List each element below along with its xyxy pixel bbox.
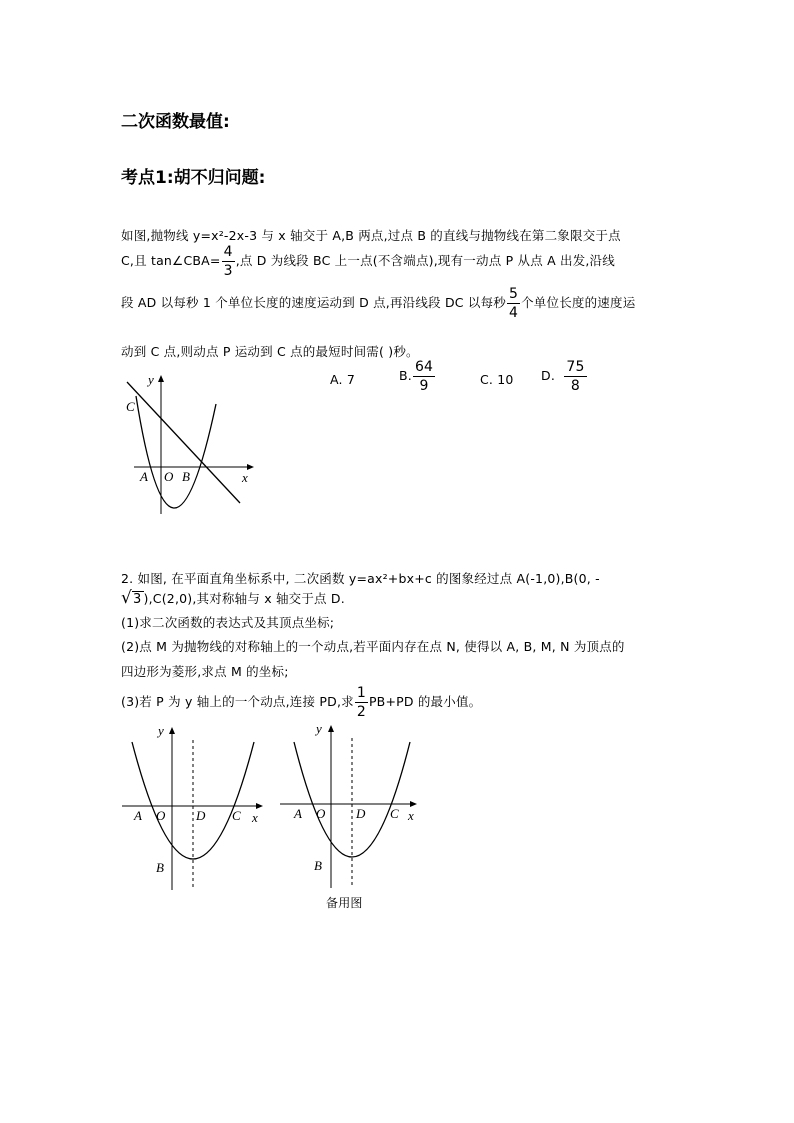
q1-fraction-tan-denominator: 3 <box>223 263 233 279</box>
q1-label-a: A <box>140 469 148 484</box>
q2-fig1-label-o: O <box>156 808 166 823</box>
q1-parabola <box>136 396 216 508</box>
q2-fig2-x-arrow-icon <box>410 801 417 807</box>
q2-figure-main <box>118 720 268 892</box>
q2-fraction-half-numerator: 1 <box>356 685 366 701</box>
q2-fraction-half-denominator: 2 <box>356 704 366 720</box>
q2-fig1-label-d: D <box>196 808 206 823</box>
q1-choice-a: A. 7 <box>330 372 356 387</box>
q1-label-y: y <box>148 372 154 387</box>
q1-choice-b-fraction <box>413 360 435 393</box>
q2-sqrt <box>121 588 144 608</box>
q2-part3 <box>121 686 481 719</box>
q1-y-arrow-icon <box>158 375 164 382</box>
q1-line3-text-b: 个单位长度的速度运 <box>521 295 636 310</box>
q2-fig1-label-y: y <box>158 723 164 738</box>
q1-fraction-tan <box>222 245 235 278</box>
q1-fraction-speed-numerator: 5 <box>508 286 519 302</box>
q2-part2-line1: (2)点 M 为抛物线的对称轴上的一个动点,若平面内存在点 N, 使得以 A, B, M, N 为顶点的 <box>121 639 625 654</box>
q2-fig2-label-y: y <box>316 721 322 736</box>
q1-line2-text-a: C,且 tan∠CBA= <box>121 253 221 268</box>
q1-fraction-speed <box>507 287 520 320</box>
q1-choice-d <box>541 360 588 393</box>
q1-choice-d-numerator: 75 <box>566 359 585 375</box>
q2-fig2-label-o: O <box>316 806 326 821</box>
q2-line2 <box>121 588 345 608</box>
q1-line1: 如图,抛物线 y=x²-2x-3 与 x 轴交于 A,B 两点,过点 B 的直线与抛物线在第二象限交于点 <box>121 228 621 243</box>
q1-choice-c: C. 10 <box>480 372 514 387</box>
q1-line3 <box>121 287 635 320</box>
page-title: 二次函数最值: <box>121 112 230 132</box>
q1-line4: 动到 C 点,则动点 P 运动到 C 点的最短时间需( )秒。 <box>121 344 419 359</box>
q2-fig1-label-a: A <box>134 808 142 823</box>
q2-part3-text-b: PB+PD 的最小值。 <box>368 694 482 709</box>
q1-label-o: O <box>164 469 174 484</box>
q2-fig1-label-x: x <box>252 810 258 825</box>
q1-choice-b-label: B. <box>399 368 412 383</box>
q1-choice-d-denominator: 8 <box>570 378 581 394</box>
q2-fig1-x-arrow-icon <box>256 803 263 809</box>
q1-figure <box>118 366 258 516</box>
q2-fig1-label-c: C <box>232 808 241 823</box>
q2-sqrt-radicand: 3 <box>133 592 142 607</box>
q2-fig2-y-arrow-icon <box>328 725 334 732</box>
sqrt-icon: √ <box>121 588 133 608</box>
q1-choice-d-label: D. <box>541 368 555 383</box>
q1-x-arrow-icon <box>247 464 254 470</box>
q1-choice-b-numerator: 64 <box>414 359 434 375</box>
q2-part1: (1)求二次函数的表达式及其顶点坐标; <box>121 615 335 630</box>
q2-fig2-label-c: C <box>390 806 399 821</box>
q1-choice-b-denominator: 9 <box>419 378 429 394</box>
q2-fig2-label-x: x <box>408 808 414 823</box>
backup-figure-caption: 备用图 <box>326 896 363 910</box>
section-heading: 考点1:胡不归问题: <box>121 168 266 188</box>
q1-label-x: x <box>242 470 248 485</box>
q2-fig2-label-b: B <box>314 858 322 873</box>
q1-label-b: B <box>182 469 190 484</box>
q2-line2-text: ),C(2,0),其对称轴与 x 轴交于点 D. <box>143 591 345 606</box>
q1-fraction-speed-denominator: 4 <box>508 305 519 321</box>
q2-fig1-y-arrow-icon <box>169 727 175 734</box>
q2-fig2-label-a: A <box>294 806 302 821</box>
q2-fraction-half <box>355 686 368 719</box>
q1-fraction-tan-numerator: 4 <box>223 244 233 260</box>
q2-line1: 2. 如图, 在平面直角坐标系中, 二次函数 y=ax²+bx+c 的图象经过点 A(-1,0),B(0, - <box>121 571 600 586</box>
q2-fig1-label-b: B <box>156 860 164 875</box>
q1-choice-d-fraction <box>564 360 586 393</box>
q2-part2-line2: 四边形为菱形,求点 M 的坐标; <box>121 664 289 679</box>
q1-label-c: C <box>126 399 135 414</box>
q2-part3-text-a: (3)若 P 为 y 轴上的一个动点,连接 PD,求 <box>121 694 354 709</box>
q2-figure-backup <box>276 718 426 890</box>
q1-choice-b <box>399 360 436 393</box>
q1-line2-text-b: ,点 D 为线段 BC 上一点(不含端点),现有一动点 P 从点 A 出发,沿线 <box>235 253 615 268</box>
q1-line2 <box>121 245 615 278</box>
q2-fig2-label-d: D <box>356 806 366 821</box>
q1-line3-text-a: 段 AD 以每秒 1 个单位长度的速度运动到 D 点,再沿线段 DC 以每秒 <box>121 295 506 310</box>
